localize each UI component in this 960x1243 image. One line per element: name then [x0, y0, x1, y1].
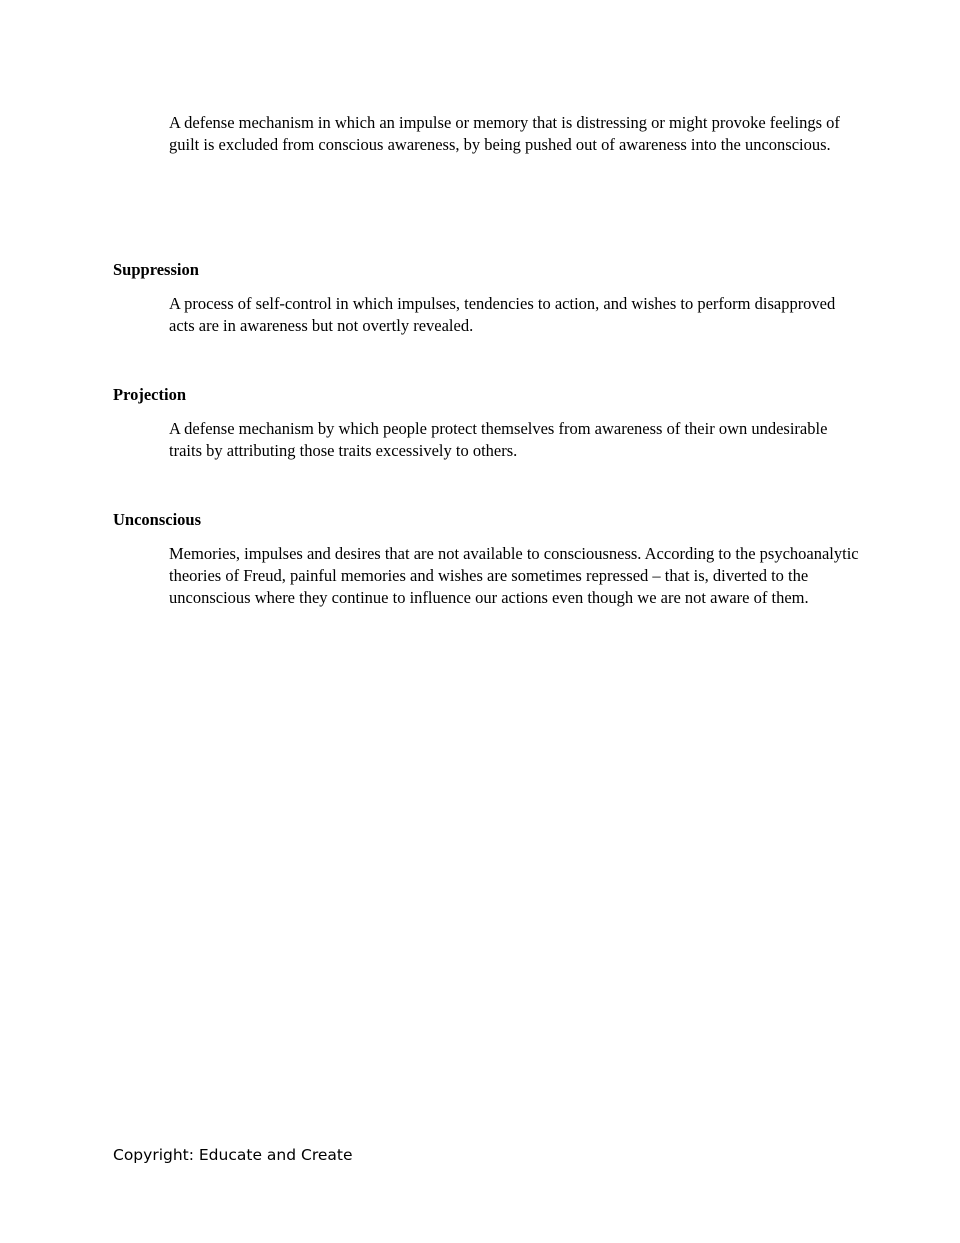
term-projection: Projection — [113, 385, 187, 404]
definition-repression: A defense mechanism in which an impulse or memory that is distressing or might provoke feelings of guilt is excluded from conscious awareness, by being pushed out of awareness into the unconscious. — [169, 113, 840, 154]
definition-unconscious: Memories, impulses and desires that are not available to consciousness. According to the psychoanalytic theories of Freud, painful memories and wishes are sometimes repressed – that is, diverted to the unconscious where they continue to influence our actions even though we are not aware of them. — [169, 544, 859, 607]
definition-suppression: A process of self-control in which impulses, tendencies to action, and wishes to perform disapproved acts are in awareness but not overtly revealed. — [169, 294, 836, 335]
term-unconscious: Unconscious — [113, 510, 202, 529]
copyright-footer: Copyright: Educate and Create — [113, 1146, 353, 1164]
definition-projection: A defense mechanism by which people protect themselves from awareness of their own undesirable traits by attributing those traits excessively to others. — [169, 419, 828, 460]
term-suppression: Suppression — [113, 260, 199, 279]
